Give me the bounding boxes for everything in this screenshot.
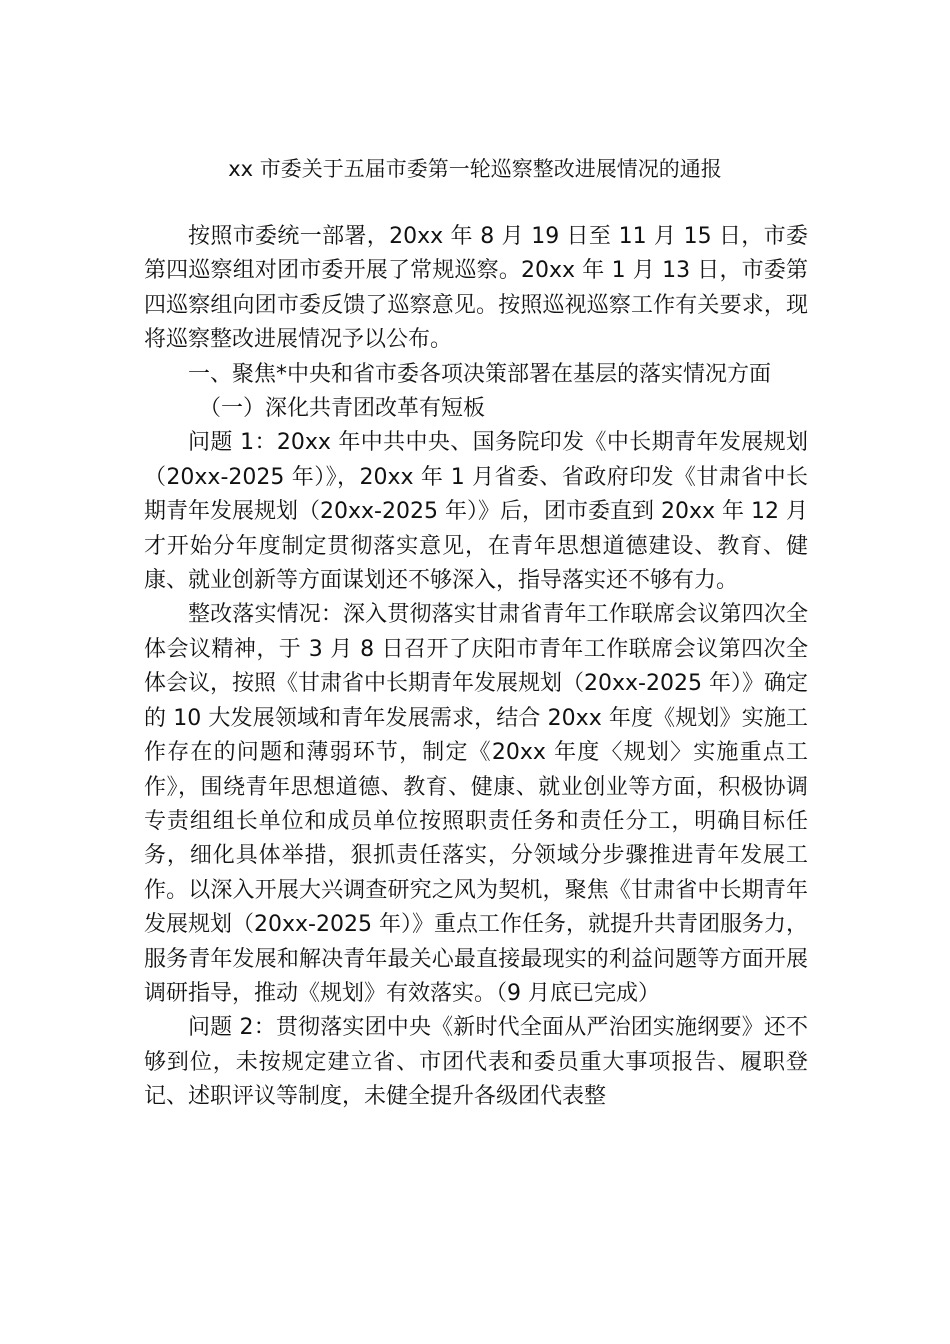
document-title: xx 市委关于五届市委第一轮巡察整改进展情况的通报	[228, 157, 722, 181]
rectification-paragraph: 整改落实情况：深入贯彻落实甘肃省青年工作联席会议第四次全体会议精神，于 3 月 8 日召开了庆阳市青年工作联席会议第四次全体会议，按照《甘肃省中长期青年发展规划（20xx-2025 年）》确定的 10 大发展领域和青年发展需求，结合 20xx 年度《规划》实施工作存在的问题和薄弱环节，制定《20xx 年度〈规划〉实施重点工作》，围绕青年思想道德、教育、健康、就业创业等方面，积极协调专责组组长单位和成员单位按照职责任务和责任分工，明确目标任务，细化具体举措，狠抓责任落实，分领域分步骤推进青年发展工作。以深入开展大兴调查研究之风为契机，聚焦《甘肃省中长期青年发展规划（20xx-2025 年）》重点工作任务，就提升共青团服务力，服务青年发展和解决青年最关心最直接最现实的利益问题等方面开展调研指导，推动《规划》有效落实。（9 月底已完成）	[144, 602, 808, 1006]
document-body	[144, 220, 808, 1115]
subsection-heading: （一）深化共青团改革有短板	[199, 396, 486, 422]
intro-paragraph: 按照市委统一部署，20xx 年 8 月 19 日至 11 月 15 日，市委第四巡察组对团市委开展了常规巡察。20xx 年 1 月 13 日，市委第四巡察组向团市委反馈了巡察意见。按照巡视巡察工作有关要求，现将巡察整改进展情况予以公布。	[144, 224, 808, 353]
problem-2-paragraph: 问题 2：贯彻落实团中央《新时代全面从严治团实施纲要》还不够到位，未按规定建立省、市团代表和委员重大事项报告、履职登记、述职评议等制度，未健全提升各级团代表整	[144, 1015, 808, 1110]
problem-1-paragraph: 问题 1：20xx 年中共中央、国务院印发《中长期青年发展规划（20xx-2025 年）》，20xx 年 1 月省委、省政府印发《甘肃省中长期青年发展规划（20xx-2025 年）》后，团市委直到 20xx 年 12 月才开始分年度制定贯彻落实意见，在青年思想道德建设、教育、健康、就业创新等方面谋划还不够深入，指导落实还不够有力。	[144, 430, 808, 594]
section-heading: 一、聚焦*中央和省市委各项决策部署在基层的落实情况方面	[188, 361, 772, 387]
